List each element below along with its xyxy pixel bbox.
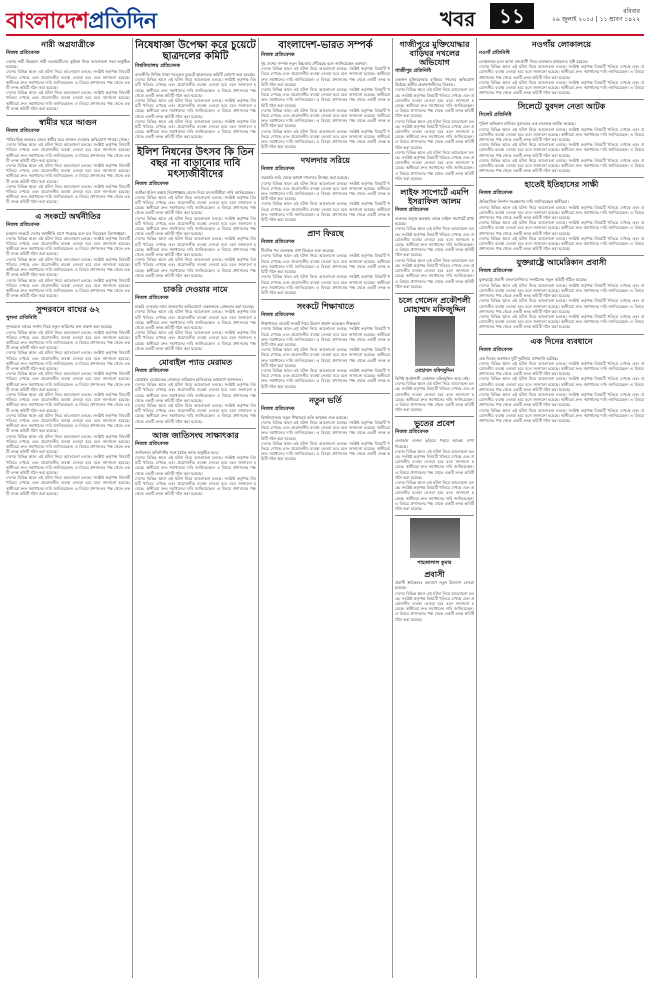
body-text: দেশের বিভিন্ন স্থানে এই ঘটনা নিয়ে আলোচনা চলছে। সংশ্লিষ্ট কর্তৃপক্ষ বিষয়টি খতিয়ে দেখছে এবং প্রয়োজনীয় ব্যবস্থা নেওয়া হবে বলে জানানো হয়েছে। স্থানীয়রা দ্রুত সমাধানের দাবি জানিয়েছেন। এ বিষয়ে প্রশাসনের পক্ষ থেকে একটি তদন্ত কমিটি গঠন করা হয়েছে।: [261, 128, 390, 150]
body-text: দেশের বিভিন্ন স্থানে এই ঘটনা নিয়ে আলোচনা চলছে। সংশ্লিষ্ট কর্তৃপক্ষ বিষয়টি খতিয়ে দেখছে এবং প্রয়োজনীয় ব্যবস্থা নেওয়া হবে বলে জানানো হয়েছে। স্থানীয়রা দ্রুত সমাধানের দাবি জানিয়েছেন। এ বিষয়ে প্রশাসনের পক্ষ থেকে একটি তদন্ত কমিটি গঠন করা হয়েছে।: [479, 64, 644, 80]
body-text: দেশের বিভিন্ন স্থানে এই ঘটনা নিয়ে আলোচনা চলছে। সংশ্লিষ্ট কর্তৃপক্ষ বিষয়টি খতিয়ে দেখছে এবং প্রয়োজনীয় ব্যবস্থা নেওয়া হবে বলে জানানো হয়েছে। স্থানীয়রা দ্রুত সমাধানের দাবি জানিয়েছেন। এ বিষয়ে প্রশাসনের পক্ষ থেকে একটি তদন্ত কমিটি গঠন করা হয়েছে।: [479, 204, 644, 221]
byline: নিজস্ব প্রতিবেদক: [479, 346, 513, 353]
column-1: [6, 38, 130, 978]
body-text: দেশের বিভিন্ন স্থানে এই ঘটনা নিয়ে আলোচনা চলছে। সংশ্লিষ্ট কর্তৃপক্ষ বিষয়টি খতিয়ে দেখছে এবং প্রয়োজনীয় ব্যবস্থা নেওয়া হবে বলে জানানো হয়েছে। স্থানীয়রা দ্রুত সমাধানের দাবি জানিয়েছেন। এ বিষয়ে প্রশাসনের পক্ষ থেকে একটি তদন্ত কমিটি গঠন করা হয়েছে।: [479, 126, 644, 143]
masthead: [0, 0, 650, 40]
column-divider: [132, 38, 133, 978]
body-text: দেশের বিভিন্ন স্থানে এই ঘটনা নিয়ে আলোচনা চলছে। সংশ্লিষ্ট কর্তৃপক্ষ বিষয়টি খতিয়ে দেখছে এবং প্রয়োজনীয় ব্যবস্থা নেওয়া হবে বলে জানানো হয়েছে। স্থানীয়রা দ্রুত সমাধানের দাবি জানিয়েছেন। এ বিষয়ে প্রশাসনের পক্ষ থেকে একটি তদন্ত কমিটি গঠন করা হয়েছে।: [395, 381, 474, 413]
logo-main-text: বাংলাদেশ: [6, 8, 89, 34]
body-text: দেশের বিভিন্ন স্থানে এই ঘটনা নিয়ে আলোচনা চলছে। সংশ্লিষ্ট কর্তৃপক্ষ বিষয়টি খতিয়ে দেখছে এবং প্রয়োজনীয় ব্যবস্থা নেওয়া হবে বলে জানানো হয়েছে। স্থানীয়রা দ্রুত সমাধানের দাবি জানিয়েছেন। এ বিষয়ে প্রশাসনের পক্ষ থেকে একটি তদন্ত কমিটি গঠন করা হয়েছে।: [135, 215, 256, 237]
lead-text: যুক্তরাষ্ট্রে প্রবাসী বাংলাদেশিদের সংগঠনের নতুন কমিটি গঠিত হয়েছে।: [479, 277, 588, 283]
news-story[interactable]: [135, 40, 256, 140]
byline: নিজস্ব প্রতিবেদক: [261, 312, 295, 319]
body-text: দেশের বিভিন্ন স্থানে এই ঘটনা নিয়ে আলোচনা চলছে। সংশ্লিষ্ট কর্তৃপক্ষ বিষয়টি খতিয়ে দেখছে এবং প্রয়োজনীয় ব্যবস্থা নেওয়া হবে বলে জানানো হয়েছে। স্থানীয়রা দ্রুত সমাধানের দাবি জানিয়েছেন। এ বিষয়ে প্রশাসনের পক্ষ থেকে একটি তদন্ত কমিটি গঠন করা হয়েছে।: [6, 371, 130, 392]
story-separator: [395, 416, 474, 417]
column-3: [261, 38, 390, 978]
lead-text: চাকরি দেওয়ার নামে প্রতারণার অভিযোগে একজনকে গ্রেফতার করা হয়েছে।: [135, 304, 255, 310]
news-story[interactable]: [479, 258, 644, 329]
news-story[interactable]: [135, 431, 256, 497]
body-text: দেশের বিভিন্ন স্থানে এই ঘটনা নিয়ে আলোচনা চলছে। সংশ্লিষ্ট কর্তৃপক্ষ বিষয়টি খতিয়ে দেখছে এবং প্রয়োজনীয় ব্যবস্থা নেওয়া হবে বলে জানানো হয়েছে। স্থানীয়রা দ্রুত সমাধানের দাবি জানিয়েছেন। এ বিষয়ে প্রশাসনের পক্ষ থেকে একটি তদন্ত কমিটি গঠন করা হয়েছে।: [479, 235, 644, 252]
body-text: দেশের বিভিন্ন স্থানে এই ঘটনা নিয়ে আলোচনা চলছে। সংশ্লিষ্ট কর্তৃপক্ষ বিষয়টি খতিয়ে দেখছে এবং প্রয়োজনীয় ব্যবস্থা নেওয়া হবে বলে জানানো হয়েছে। স্থানীয়রা দ্রুত সমাধানের দাবি জানিয়েছেন। এ বিষয়ে প্রশাসনের পক্ষ থেকে একটি তদন্ত কমিটি গঠন করা হয়েছে।: [261, 274, 390, 295]
body-text: দেশের বিভিন্ন স্থানে এই ঘটনা নিয়ে আলোচনা চলছে। সংশ্লিষ্ট কর্তৃপক্ষ বিষয়টি খতিয়ে দেখছে এবং প্রয়োজনীয় ব্যবস্থা নেওয়া হবে বলে জানানো হয়েছে। স্থানীয়রা দ্রুত সমাধানের দাবি জানিয়েছেন। এ বিষয়ে প্রশাসনের পক্ষ থেকে একটি তদন্ত কমিটি গঠন করা হয়েছে।: [479, 220, 644, 236]
story-separator: [261, 393, 390, 394]
body-text: দেশের বিভিন্ন স্থানে এই ঘটনা নিয়ে আলোচনা চলছে। সংশ্লিষ্ট কর্তৃপক্ষ বিষয়টি খতিয়ে দেখছে এবং প্রয়োজনীয় ব্যবস্থা নেওয়া হবে বলে জানানো হয়েছে। স্থানীয়রা দ্রুত সমাধানের দাবি জানিয়েছেন। এ বিষয়ে প্রশাসনের পক্ষ থেকে একটি তদন্ত কমিটি গঠন করা হয়েছে।: [135, 475, 256, 497]
byline: সিলেট প্রতিনিধি: [479, 112, 512, 119]
lead-text: চলমান সংকটে দেশের অর্থনীতি চাপে পড়েছে বলে মত দিয়েছেন বিশেষজ্ঞরা।: [6, 230, 126, 236]
headline[interactable]: যুক্তরাষ্ট্রে আমেরিকান প্রবাসী: [516, 257, 607, 268]
body-text: দেশের বিভিন্ন স্থানে এই ঘটনা নিয়ে আলোচনা চলছে। সংশ্লিষ্ট কর্তৃপক্ষ বিষয়টি খতিয়ে দেখছে এবং প্রয়োজনীয় ব্যবস্থা নেওয়া হবে বলে জানানো হয়েছে। স্থানীয়রা দ্রুত সমাধানের দাবি জানিয়েছেন। এ বিষয়ে প্রশাসনের পক্ষ থেকে একটি তদন্ত কমিটি গঠন করা হয়েছে।: [6, 412, 130, 434]
story-separator: [261, 153, 390, 154]
news-story[interactable]: [261, 229, 390, 295]
body-text: দেশের বিভিন্ন স্থানে এই ঘটনা নিয়ে আলোচনা চলছে। সংশ্লিষ্ট কর্তৃপক্ষ বিষয়টি খতিয়ে দেখছে এবং প্রয়োজনীয় ব্যবস্থা নেওয়া হবে বলে জানানো হয়েছে। স্থানীয়রা দ্রুত সমাধানের দাবি জানিয়েছেন। এ বিষয়ে প্রশাসনের পক্ষ থেকে একটি তদন্ত কমিটি গঠন করা হয়েছে।: [261, 253, 390, 275]
body-text: দেশের বিভিন্ন স্থানে এই ঘটনা নিয়ে আলোচনা চলছে। সংশ্লিষ্ট কর্তৃপক্ষ বিষয়টি খতিয়ে দেখছে এবং প্রয়োজনীয় ব্যবস্থা নেওয়া হবে বলে জানানো হয়েছে। স্থানীয়রা দ্রুত সমাধানের দাবি জানিয়েছেন। এ বিষয়ে প্রশাসনের পক্ষ থেকে একটি তদন্ত কমিটি গঠন করা হয়েছে।: [6, 329, 130, 351]
story-separator: [6, 302, 130, 303]
body-text: দেশের বিভিন্ন স্থানে এই ঘটনা নিয়ে আলোচনা চলছে। সংশ্লিষ্ট কর্তৃপক্ষ বিষয়টি খতিয়ে দেখছে এবং প্রয়োজনীয় ব্যবস্থা নেওয়া হবে বলে জানানো হয়েছে। স্থানীয়রা দ্রুত সমাধানের দাবি জানিয়েছেন। এ বিষয়ে প্রশাসনের পক্ষ থেকে একটি তদন্ত কমিটি গঠন করা হয়েছে।: [395, 149, 474, 181]
date-label: ২৬ জুলাই ২০১৫ | ১১ শ্রাবণ ১৪২২: [552, 16, 640, 23]
lead-text: এলাকায় গুজব ছড়িয়ে পড়ায় আতঙ্ক দেখা দিয়েছে।: [395, 438, 474, 449]
body-text: দেশের বিভিন্ন স্থানে এই ঘটনা নিয়ে আলোচনা চলছে। সংশ্লিষ্ট কর্তৃপক্ষ বিষয়টি খতিয়ে দেখছে এবং প্রয়োজনীয় ব্যবস্থা নেওয়া হবে বলে জানানো হয়েছে। স্থানীয়রা দ্রুত সমাধানের দাবি জানিয়েছেন। এ বিষয়ে প্রশাসনের পক্ষ থেকে একটি তদন্ত কমিটি গঠন করা হয়েছে।: [6, 183, 130, 205]
headline[interactable]: গাজীপুরে মুক্তিযোদ্ধার বাড়িঘর দখলের অভিযোগ: [399, 39, 470, 67]
body-text: দেশের বিভিন্ন স্থানে এই ঘটনা নিয়ে আলোচনা চলছে। সংশ্লিষ্ট কর্তৃপক্ষ বিষয়টি খতিয়ে দেখছে এবং প্রয়োজনীয় ব্যবস্থা নেওয়া হবে বলে জানানো হয়েছে। স্থানীয়রা দ্রুত সমাধানের দাবি জানিয়েছেন। এ বিষয়ে প্রশাসনের পক্ষ থেকে একটি তদন্ত কমিটি গঠন করা হয়েছে।: [6, 256, 130, 278]
headline[interactable]: নতুন ভর্তি: [309, 394, 342, 405]
story-separator: [261, 226, 390, 227]
byline: নিজস্ব প্রতিবেদক: [135, 440, 169, 447]
byline: নিজস্ব প্রতিবেদক: [6, 221, 40, 228]
body-text: দেশের বিভিন্ন স্থানে এই ঘটনা নিয়ে আলোচনা চলছে। সংশ্লিষ্ট কর্তৃপক্ষ বিষয়টি খতিয়ে দেখছে এবং প্রয়োজনীয় ব্যবস্থা নেওয়া হবে বলে জানানো হয়েছে। স্থানীয়রা দ্রুত সমাধানের দাবি জানিয়েছেন। এ বিষয়ে প্রশাসনের পক্ষ থেকে একটি তদন্ত কমিটি গঠন করা হয়েছে।: [135, 236, 256, 258]
headline[interactable]: নারী অগ্রযাত্রীকে: [41, 39, 95, 49]
body-text: দেশের বিভিন্ন স্থানে এই ঘটনা নিয়ে আলোচনা চলছে। সংশ্লিষ্ট কর্তৃপক্ষ বিষয়টি খতিয়ে দেখছে এবং প্রয়োজনীয় ব্যবস্থা নেওয়া হবে বলে জানানো হয়েছে। স্থানীয়রা দ্রুত সমাধানের দাবি জানিয়েছেন। এ বিষয়ে প্রশাসনের পক্ষ থেকে একটি তদন্ত কমিটি গঠন করা হয়েছে।: [135, 257, 256, 278]
body-text: দেশের বিভিন্ন স্থানে এই ঘটনা নিয়ে আলোচনা চলছে। সংশ্লিষ্ট কর্তৃপক্ষ বিষয়টি খতিয়ে দেখছে এবং প্রয়োজনীয় ব্যবস্থা নেওয়া হবে বলে জানানো হয়েছে। স্থানীয়রা দ্রুত সমাধানের দাবি জানিয়েছেন। এ বিষয়ে প্রশাসনের পক্ষ থেকে একটি তদন্ত কমিটি গঠন করা হয়েছে।: [6, 163, 130, 184]
headline[interactable]: প্রবাসী: [424, 569, 445, 580]
news-story[interactable]: [395, 188, 474, 289]
column-4: [395, 38, 474, 978]
body-text: দেশের বিভিন্ন স্থানে এই ঘটনা নিয়ে আলোচনা চলছে। সংশ্লিষ্ট কর্তৃপক্ষ বিষয়টি খতিয়ে দেখছে এবং প্রয়োজনীয় ব্যবস্থা নেওয়া হবে বলে জানানো হয়েছে। স্থানীয়রা দ্রুত সমাধানের দাবি জানিয়েছেন। এ বিষয়ে প্রশাসনের পক্ষ থেকে একটি তদন্ত কমিটি গঠন করা হয়েছে।: [6, 350, 130, 371]
story-separator: [135, 144, 256, 145]
byline: নিজস্ব প্রতিবেদক: [135, 180, 169, 187]
lead-text: সরকারি জমি থেকে অবৈধ দখলদার উচ্ছেদ করা হয়েছে।: [261, 175, 349, 181]
news-story[interactable]: [135, 285, 256, 351]
headline[interactable]: প্রাণ ফিরছে: [307, 228, 344, 239]
news-story[interactable]: [6, 305, 130, 496]
byline: নিজস্ব প্রতিবেদক: [6, 128, 40, 135]
news-story[interactable]: [479, 40, 644, 95]
headline[interactable]: সুন্দরবনে বাঘের ৬২: [36, 304, 100, 315]
story-separator: [395, 293, 474, 294]
news-story[interactable]: [261, 156, 390, 222]
body-text: দেশের বিভিন্ন স্থানে এই ঘটনা নিয়ে আলোচনা চলছে। সংশ্লিষ্ট কর্তৃপক্ষ বিষয়টি খতিয়ে দেখছে এবং প্রয়োজনীয় ব্যবস্থা নেওয়া হবে বলে জানানো হয়েছে। স্থানীয়রা দ্রুত সমাধানের দাবি জানিয়েছেন। এ বিষয়ে প্রশাসনের পক্ষ থেকে একটি তদন্ত কমিটি গঠন করা হয়েছে।: [6, 235, 130, 257]
headline[interactable]: হাতেই ইতিহাসের সাক্ষী: [524, 179, 599, 190]
byline: নিজস্ব প্রতিবেদক: [135, 295, 169, 302]
news-story[interactable]: [261, 40, 390, 149]
body-text: দেশের বিভিন্ন স্থানে এই ঘটনা নিয়ে আলোচনা চলছে। সংশ্লিষ্ট কর্তৃপক্ষ বিষয়টি খতিয়ে দেখছে এবং প্রয়োজনীয় ব্যবস্থা নেওয়া হবে বলে জানানো হয়েছে। স্থানীয়রা দ্রুত সমাধানের দাবি জানিয়েছেন। এ বিষয়ে প্রশাসনের পক্ষ থেকে একটি তদন্ত কমিটি গঠন করা হয়েছে।: [479, 376, 644, 392]
body-text: দেশের বিভিন্ন স্থানে এই ঘটনা নিয়ে আলোচনা চলছে। সংশ্লিষ্ট কর্তৃপক্ষ বিষয়টি খতিয়ে দেখছে এবং প্রয়োজনীয় ব্যবস্থা নেওয়া হবে বলে জানানো হয়েছে। স্থানীয়রা দ্রুত সমাধানের দাবি জানিয়েছেন। এ বিষয়ে প্রশাসনের পক্ষ থেকে একটি তদন্ত কমিটি গঠন করা হয়েছে।: [479, 298, 644, 314]
portrait-photo: [410, 518, 460, 558]
masthead-rule: [6, 34, 644, 36]
news-story[interactable]: [261, 302, 390, 389]
byline: নিজস্ব প্রতিবেদক: [395, 429, 429, 436]
lead-text: শিক্ষাখাতে বাজেট সংকট নিয়ে উদ্বেগ প্রকাশ করেছেন শিক্ষকরা।: [261, 321, 361, 327]
body-text: দেশের বিভিন্ন স্থানে এই ঘটনা নিয়ে আলোচনা চলছে। সংশ্লিষ্ট কর্তৃপক্ষ বিষয়টি খতিয়ে দেখছে এবং প্রয়োজনীয় ব্যবস্থা নেওয়া হবে বলে জানানো হয়েছে। স্থানীয়রা দ্রুত সমাধানের দাবি জানিয়েছেন। এ বিষয়ে প্রশাসনের পক্ষ থেকে একটি তদন্ত কমিটি গঠন করা হয়েছে।: [261, 440, 390, 462]
news-story[interactable]: [395, 296, 474, 412]
body-text: দেশের বিভিন্ন স্থানে এই ঘটনা নিয়ে আলোচনা চলছে। সংশ্লিষ্ট কর্তৃপক্ষ বিষয়টি খতিয়ে দেখছে এবং প্রয়োজনীয় ব্যবস্থা নেওয়া হবে বলে জানানো হয়েছে। স্থানীয়রা দ্রুত সমাধানের দাবি জানিয়েছেন। এ বিষয়ে প্রশাসনের পক্ষ থেকে একটি তদন্ত কমিটি গঠন করা হয়েছে।: [6, 475, 130, 496]
body-text: দেশের বিভিন্ন স্থানে এই ঘটনা নিয়ে আলোচনা চলছে। সংশ্লিষ্ট কর্তৃপক্ষ বিষয়টি খতিয়ে দেখছে এবং প্রয়োজনীয় ব্যবস্থা নেওয়া হবে বলে জানানো হয়েছে। স্থানীয়রা দ্রুত সমাধানের দাবি জানিয়েছেন। এ বিষয়ে প্রশাসনের পক্ষ থেকে একটি তদন্ত কমিটি গঠন করা হয়েছে।: [395, 590, 474, 622]
body-text: দেশের বিভিন্ন স্থানে এই ঘটনা নিয়ে আলোচনা চলছে। সংশ্লিষ্ট কর্তৃপক্ষ বিষয়টি খতিয়ে দেখছে এবং প্রয়োজনীয় ব্যবস্থা নেওয়া হবে বলে জানানো হয়েছে। স্থানীয়রা দ্রুত সমাধানের দাবি জানিয়েছেন। এ বিষয়ে প্রশাসনের পক্ষ থেকে একটি তদন্ত কমিটি গঠন করা হয়েছে।: [135, 402, 256, 424]
headline[interactable]: বাংলাদেশ-ভারত সম্পর্ক: [278, 40, 373, 51]
body-text: দেশের বিভিন্ন স্থানে এই ঘটনা নিয়ে আলোচনা চলছে। সংশ্লিষ্ট কর্তৃপক্ষ বিষয়টি খতিয়ে দেখছে এবং প্রয়োজনীয় ব্যবস্থা নেওয়া হবে বলে জানানো হয়েছে। স্থানীয়রা দ্রুত সমাধানের দাবি জানিয়েছেন। এ বিষয়ে প্রশাসনের পক্ষ থেকে একটি তদন্ত কমিটি গঠন করা হয়েছে।: [135, 382, 256, 403]
body-text: দেশের বিভিন্ন স্থানে এই ঘটনা নিয়ে আলোচনা চলছে। সংশ্লিষ্ট কর্তৃপক্ষ বিষয়টি খতিয়ে দেখছে এবং প্রয়োজনীয় ব্যবস্থা নেওয়া হবে বলে জানানো হয়েছে। স্থানীয়রা দ্রুত সমাধানের দাবি জানিয়েছেন। এ বিষয়ে প্রশাসনের পক্ষ থেকে একটি তদন্ত কমিটি গঠন করা হয়েছে।: [6, 277, 130, 299]
column-divider: [476, 38, 477, 978]
lead-text: প্রবাসী শ্রমিকদের কল্যাণে নতুন উদ্যোগ নেওয়া হয়েছে।: [395, 580, 474, 591]
news-story[interactable]: [261, 396, 390, 462]
story-separator: [479, 334, 644, 335]
byline: নিজস্ব প্রতিবেদক: [395, 207, 429, 214]
headline[interactable]: নওগাঁয় লোকালয়ে: [531, 39, 592, 49]
body-text: দেশের বিভিন্ন স্থানে এই ঘটনা নিয়ে আলোচনা চলছে। সংশ্লিষ্ট কর্তৃপক্ষ বিষয়টি খতিয়ে দেখছে এবং প্রয়োজনীয় ব্যবস্থা নেওয়া হবে বলে জানানো হয়েছে। স্থানীয়রা দ্রুত সমাধানের দাবি জানিয়েছেন। এ বিষয়ে প্রশাসনের পক্ষ থেকে একটি তদন্ত কমিটি গঠন করা হয়েছে।: [135, 118, 256, 140]
lead-text: দেশের নারী উন্নয়নে নারী অগ্রযাত্রীদের ভূমিকা নিয়ে আলোচনা সভা অনুষ্ঠিত হয়েছে।: [6, 59, 130, 70]
story-separator: [135, 428, 256, 429]
byline: নিজস্ব প্রতিবেদক: [6, 50, 40, 56]
photo-caption: শাহজালাল কুমার: [417, 560, 452, 567]
column-2: [135, 38, 256, 978]
body-text: দেশের বিভিন্ন স্থানে এই ঘটনা নিয়ে আলোচনা চলছে। সংশ্লিষ্ট কর্তৃপক্ষ বিষয়টি খতিয়ে দেখছে এবং প্রয়োজনীয় ব্যবস্থা নেওয়া হবে বলে জানানো হয়েছে। স্থানীয়রা দ্রুত সমাধানের দাবি জানিয়েছেন। এ বিষয়ে প্রশাসনের পক্ষ থেকে একটি তদন্ত কমিটি গঠন করা হয়েছে।: [6, 142, 130, 163]
body-text: দেশের বিভিন্ন স্থানে এই ঘটনা নিয়ে আলোচনা চলছে। সংশ্লিষ্ট কর্তৃপক্ষ বিষয়টি খতিয়ে দেখছে এবং প্রয়োজনীয় ব্যবস্থা নেওয়া হবে বলে জানানো হয়েছে। স্থানীয়রা দ্রুত সমাধানের দাবি জানিয়েছেন। এ বিষয়ে প্রশাসনের পক্ষ থেকে একটি তদন্ত কমিটি গঠন করা হয়েছে।: [135, 77, 256, 98]
headline[interactable]: স্বামীর ঘরে আগুন: [39, 117, 97, 128]
body-text: দেশের বিভিন্ন স্থানে এই ঘটনা নিয়ে আলোচনা চলছে। সংশ্লিষ্ট কর্তৃপক্ষ বিষয়টি খতিয়ে দেখছে এবং প্রয়োজনীয় ব্যবস্থা নেওয়া হবে বলে জানানো হয়েছে। স্থানীয়রা দ্রুত সমাধানের দাবি জানিয়েছেন। এ বিষয়ে প্রশাসনের পক্ষ থেকে একটি তদন্ত কমিটি গঠন করা হয়েছে।: [135, 194, 256, 216]
body-text: দেশের বিভিন্ন স্থানে এই ঘটনা নিয়ে আলোচনা চলছে। সংশ্লিষ্ট কর্তৃপক্ষ বিষয়টি খতিয়ে দেখছে এবং প্রয়োজনীয় ব্যবস্থা নেওয়া হবে বলে জানানো হয়েছে। স্থানীয়রা দ্রুত সমাধানের দাবি জানিয়েছেন। এ বিষয়ে প্রশাসনের পক্ষ থেকে একটি তদন্ত কমিটি গঠন করা হয়েছে।: [395, 479, 474, 511]
body-text: দেশের বিভিন্ন স্থানে এই ঘটনা নিয়ে আলোচনা চলছে। সংশ্লিষ্ট কর্তৃপক্ষ বিষয়টি খতিয়ে দেখছে এবং প্রয়োজনীয় ব্যবস্থা নেওয়া হবে বলে জানানো হয়েছে। স্থানীয়রা দ্রুত সমাধানের দাবি জানিয়েছেন। এ বিষয়ে প্রশাসনের পক্ষ থেকে একটি তদন্ত কমিটি গঠন করা হয়েছে।: [6, 69, 130, 91]
portrait-photo: [415, 316, 455, 366]
lead-text: লোকালয়ে চলে আসা বন্যপ্রাণী নিয়ে এলাকায় চাঞ্চল্যের সৃষ্টি হয়েছে।: [479, 59, 589, 64]
story-separator: [6, 115, 130, 116]
story-separator: [395, 515, 474, 516]
lead-text: এক দিনের ব্যবধানে দুটি দুর্ঘটনায় প্রাণহানি ঘটেছে।: [479, 355, 559, 361]
body-text: দেশের বিভিন্ন স্থানে এই ঘটনা নিয়ে আলোচনা চলছে। সংশ্লিষ্ট কর্তৃপক্ষ বিষয়টি খতিয়ে দেখছে এবং প্রয়োজনীয় ব্যবস্থা নেওয়া হবে বলে জানানো হয়েছে। স্থানীয়রা দ্রুত সমাধানের দাবি জানিয়েছেন। এ বিষয়ে প্রশাসনের পক্ষ থেকে একটি তদন্ত কমিটি গঠন করা হয়েছে।: [6, 391, 130, 413]
headline[interactable]: নিষেধাজ্ঞা উপেক্ষা করে চুয়েটে ছাত্রদলের কমিটি: [135, 40, 256, 62]
body-text: দেশের বিভিন্ন স্থানে এই ঘটনা নিয়ে আলোচনা চলছে। সংশ্লিষ্ট কর্তৃপক্ষ বিষয়টি খতিয়ে দেখছে এবং প্রয়োজনীয় ব্যবস্থা নেওয়া হবে বলে জানানো হয়েছে। স্থানীয়রা দ্রুত সমাধানের দাবি জানিয়েছেন। এ বিষয়ে প্রশাসনের পক্ষ থেকে একটি তদন্ত কমিটি গঠন করা হয়েছে।: [479, 79, 644, 96]
lead-text: জাটকা ইলিশ রক্ষায় নিষেধাজ্ঞার মেয়াদ নিয়ে মৎস্যজীবীরা দাবি জানিয়েছেন।: [135, 189, 255, 195]
headline[interactable]: লাইফ সাপোর্টে এমপি ইসরাফিল আলম: [400, 187, 469, 207]
byline: নিজস্ব প্রতিবেদক: [261, 52, 295, 58]
day-label: রবিবার: [623, 8, 640, 15]
headline[interactable]: চাকরি দেওয়ার নামে: [163, 284, 228, 295]
news-story[interactable]: [395, 518, 474, 622]
section-title: খবর: [440, 7, 476, 31]
headline[interactable]: ইলিশ নিধনের উৎসব কি তিন বছর না বাড়ানোর দাবি মৎস্যজীবীদের: [137, 146, 254, 180]
body-text: দেশের বিভিন্ন স্থানে এই ঘটনা নিয়ে আলোচনা চলছে। সংশ্লিষ্ট কর্তৃপক্ষ বিষয়টি খতিয়ে দেখছে এবং প্রয়োজনীয় ব্যবস্থা নেওয়া হবে বলে জানানো হয়েছে। স্থানীয়রা দ্রুত সমাধানের দাবি জানিয়েছেন। এ বিষয়ে প্রশাসনের পক্ষ থেকে একটি তদন্ত কমিটি গঠন করা হয়েছে।: [261, 347, 390, 368]
page-number-badge: ১১: [490, 3, 534, 29]
body-text: দেশের বিভিন্ন স্থানে এই ঘটনা নিয়ে আলোচনা চলছে। সংশ্লিষ্ট কর্তৃপক্ষ বিষয়টি খতিয়ে দেখছে এবং প্রয়োজনীয় ব্যবস্থা নেওয়া হবে বলে জানানো হয়েছে। স্থানীয়রা দ্রুত সমাধানের দাবি জানিয়েছেন। এ বিষয়ে প্রশাসনের পক্ষ থেকে একটি তদন্ত কমিটি গঠন করা হয়েছে।: [479, 313, 644, 330]
lead-text: জাতিসংঘ প্রতিনিধির সঙ্গে বৈঠক আজ অনুষ্ঠিত হবে।: [135, 449, 219, 455]
news-story[interactable]: [479, 337, 644, 424]
headline[interactable]: সিলেটে যুবদল নেতা আটক: [517, 101, 606, 112]
body-text: দেশের বিভিন্ন স্থানে এই ঘটনা নিয়ে আলোচনা চলছে। সংশ্লিষ্ট কর্তৃপক্ষ বিষয়টি খতিয়ে দেখছে এবং প্রয়োজনীয় ব্যবস্থা নেওয়া হবে বলে জানানো হয়েছে। স্থানীয়রা দ্রুত সমাধানের দাবি জানিয়েছেন। এ বিষয়ে প্রশাসনের পক্ষ থেকে একটি তদন্ত কমিটি গঠন করা হয়েছে।: [479, 142, 644, 158]
story-separator: [135, 282, 256, 283]
headline[interactable]: চলে গেলেন প্রকৌশলী মোহাম্মদ মফিজুদ্দিন: [398, 294, 471, 314]
news-story[interactable]: [479, 102, 644, 173]
body-text: দেশের বিভিন্ন স্থানে এই ঘটনা নিয়ে আলোচনা চলছে। সংশ্লিষ্ট কর্তৃপক্ষ বিষয়টি খতিয়ে দেখছে এবং প্রয়োজনীয় ব্যবস্থা নেওয়া হবে বলে জানানো হয়েছে। স্থানীয়রা দ্রুত সমাধানের দাবি জানিয়েছেন। এ বিষয়ে প্রশাসনের পক্ষ থেকে একটি তদন্ত কমিটি গঠন করা হয়েছে।: [135, 98, 256, 119]
body-text: দেশের বিভিন্ন স্থানে এই ঘটনা নিয়ে আলোচনা চলছে। সংশ্লিষ্ট কর্তৃপক্ষ বিষয়টি খতিয়ে দেখছে এবং প্রয়োজনীয় ব্যবস্থা নেওয়া হবে বলে জানানো হয়েছে। স্থানীয়রা দ্রুত সমাধানের দাবি জানিয়েছেন। এ বিষয়ে প্রশাসনের পক্ষ থেকে একটি তদন্ত কমিটি গঠন করা হয়েছে।: [479, 282, 644, 299]
story-separator: [395, 185, 474, 186]
body-text: দেশের বিভিন্ন স্থানে এই ঘটনা নিয়ে আলোচনা চলছে। সংশ্লিষ্ট কর্তৃপক্ষ বিষয়টি খতিয়ে দেখছে এবং প্রয়োজনীয় ব্যবস্থা নেওয়া হবে বলে জানানো হয়েছে। স্থানীয়রা দ্রুত সমাধানের দাবি জানিয়েছেন। এ বিষয়ে প্রশাসনের পক্ষ থেকে একটি তদন্ত কমিটি গঠন করা হয়েছে।: [135, 330, 256, 351]
byline: নিজস্ব প্রতিবেদক: [261, 405, 295, 412]
byline: নিজস্ব প্রতিবেদক: [261, 166, 295, 173]
news-story[interactable]: [135, 358, 256, 424]
lead-text: পুলিশ অভিযান চালিয়ে যুবদলের এক নেতাকে আটক করেছে।: [479, 121, 576, 127]
byline: গাজীপুর প্রতিনিধি: [395, 68, 432, 74]
body-text: দেশের বিভিন্ন স্থানে এই ঘটনা নিয়ে আলোচনা চলছে। সংশ্লিষ্ট কর্তৃপক্ষ বিষয়টি খতিয়ে দেখছে এবং প্রয়োজনীয় ব্যবস্থা নেওয়া হবে বলে জানানো হয়েছে। স্থানীয়রা দ্রুত সমাধানের দাবি জানিয়েছেন। এ বিষয়ে প্রশাসনের পক্ষ থেকে একটি তদন্ত কমিটি গঠন করা হয়েছে।: [261, 180, 390, 202]
body-text: দেশের বিভিন্ন স্থানে এই ঘটনা নিয়ে আলোচনা চলছে। সংশ্লিষ্ট কর্তৃপক্ষ বিষয়টি খতিয়ে দেখছে এবং প্রয়োজনীয় ব্যবস্থা নেওয়া হবে বলে জানানো হয়েছে। স্থানীয়রা দ্রুত সমাধানের দাবি জানিয়েছেন। এ বিষয়ে প্রশাসনের পক্ষ থেকে একটি তদন্ত কমিটি গঠন করা হয়েছে।: [261, 367, 390, 389]
news-story[interactable]: [6, 40, 130, 111]
headline[interactable]: সংকটে শিক্ষাখাতে: [296, 301, 355, 312]
lead-text: একজন মুক্তিযোদ্ধার বাড়িঘর দখলের অভিযোগ উঠেছে স্থানীয় প্রভাবশালীদের বিরুদ্ধে।: [395, 77, 474, 88]
logo-accent-text: প্রতিদিন: [88, 8, 157, 34]
byline: নিজস্ব প্রতিবেদক: [479, 190, 513, 197]
byline: নওগাঁ প্রতিনিধি: [479, 50, 510, 56]
lead-text: বিশ্ববিদ্যালয়ে নতুন শিক্ষাবর্ষে ভর্তি কার্যক্রম শুরু হয়েছে।: [261, 414, 348, 420]
body-text: দেশের বিভিন্ন স্থানে এই ঘটনা নিয়ে আলোচনা চলছে। সংশ্লিষ্ট কর্তৃপক্ষ বিষয়টি খতিয়ে দেখছে এবং প্রয়োজনীয় ব্যবস্থা নেওয়া হবে বলে জানানো হয়েছে। স্থানীয়রা দ্রুত সমাধানের দাবি জানিয়েছেন। এ বিষয়ে প্রশাসনের পক্ষ থেকে একটি তদন্ত কমিটি গঠন করা হয়েছে।: [261, 107, 390, 129]
lead-text: সুন্দরবনে বাঘের সংখ্যা নিয়ে নতুন জরিপের ফল প্রকাশ করা হয়েছে।: [6, 324, 113, 330]
body-text: দেশের বিভিন্ন স্থানে এই ঘটনা নিয়ে আলোচনা চলছে। সংশ্লিষ্ট কর্তৃপক্ষ বিষয়টি খতিয়ে দেখছে এবং প্রয়োজনীয় ব্যবস্থা নেওয়া হবে বলে জানানো হয়েছে। স্থানীয়রা দ্রুত সমাধানের দাবি জানিয়েছেন। এ বিষয়ে প্রশাসনের পক্ষ থেকে একটি তদন্ত কমিটি গঠন করা হয়েছে।: [135, 454, 256, 476]
body-text: দেশের বিভিন্ন স্থানে এই ঘটনা নিয়ে আলোচনা চলছে। সংশ্লিষ্ট কর্তৃপক্ষ বিষয়টি খতিয়ে দেখছে এবং প্রয়োজনীয় ব্যবস্থা নেওয়া হবে বলে জানানো হয়েছে। স্থানীয়রা দ্রুত সমাধানের দাবি জানিয়েছেন। এ বিষয়ে প্রশাসনের পক্ষ থেকে একটি তদন্ত কমিটি গঠন করা হয়েছে।: [261, 201, 390, 223]
body-text: দেশের বিভিন্ন স্থানে এই ঘটনা নিয়ে আলোচনা চলছে। সংশ্লিষ্ট কর্তৃপক্ষ বিষয়টি খতিয়ে দেখছে এবং প্রয়োজনীয় ব্যবস্থা নেওয়া হবে বলে জানানো হয়েছে। স্থানীয়রা দ্রুত সমাধানের দাবি জানিয়েছেন। এ বিষয়ে প্রশাসনের পক্ষ থেকে একটি তদন্ত কমিটি গঠন করা হয়েছে।: [479, 391, 644, 408]
news-story[interactable]: [479, 180, 644, 251]
body-text: দেশের বিভিন্ন স্থানে এই ঘটনা নিয়ে আলোচনা চলছে। সংশ্লিষ্ট কর্তৃপক্ষ বিষয়টি খতিয়ে দেখছে এবং প্রয়োজনীয় ব্যবস্থা নেওয়া হবে বলে জানানো হয়েছে। স্থানীয়রা দ্রুত সমাধানের দাবি জানিয়েছেন। এ বিষয়ে প্রশাসনের পক্ষ থেকে একটি তদন্ত কমিটি গঠন করা হয়েছে।: [395, 448, 474, 480]
body-text: দেশের বিভিন্ন স্থানে এই ঘটনা নিয়ে আলোচনা চলছে। সংশ্লিষ্ট কর্তৃপক্ষ বিষয়টি খতিয়ে দেখছে এবং প্রয়োজনীয় ব্যবস্থা নেওয়া হবে বলে জানানো হয়েছে। স্থানীয়রা দ্রুত সমাধানের দাবি জানিয়েছেন। এ বিষয়ে প্রশাসনের পক্ষ থেকে একটি তদন্ত কমিটি গঠন করা হয়েছে।: [395, 118, 474, 150]
lead-text: গুরুতর অসুস্থ অবস্থায় তাকে লাইফ সাপোর্টে রাখা হয়েছে।: [395, 216, 474, 227]
news-story[interactable]: [395, 419, 474, 511]
lead-text: ঐতিহাসিক নিদর্শন সংরক্ষণের দাবি জানিয়েছেন স্থানীয়রা।: [479, 199, 569, 205]
news-story[interactable]: [6, 212, 130, 299]
body-text: দেশের বিভিন্ন স্থানে এই ঘটনা নিয়ে আলোচনা চলছে। সংশ্লিষ্ট কর্তৃপক্ষ বিষয়টি খতিয়ে দেখছে এবং প্রয়োজনীয় ব্যবস্থা নেওয়া হবে বলে জানানো হয়েছে। স্থানীয়রা দ্রুত সমাধানের দাবি জানিয়েছেন। এ বিষয়ে প্রশাসনের পক্ষ থেকে একটি তদন্ত কমিটি গঠন করা হয়েছে।: [479, 407, 644, 423]
headline[interactable]: ভুতের প্রবেশ: [414, 418, 455, 429]
photo-caption: মোহাম্মদ মফিজুদ্দিন: [415, 367, 454, 374]
lead-text: মোবাইল মেরামতের দোকানে অভিযান চালিয়েছে ভ্রাম্যমাণ আদালত।: [135, 376, 243, 382]
byline: নিজস্ব প্রতিবেদক: [135, 367, 169, 374]
lead-text: দীর্ঘদিন পর এলাকায় প্রাণ ফিরতে শুরু করেছে।: [261, 248, 335, 254]
body-text: দেশের বিভিন্ন স্থানে এই ঘটনা নিয়ে আলোচনা চলছে। সংশ্লিষ্ট কর্তৃপক্ষ বিষয়টি খতিয়ে দেখছে এবং প্রয়োজনীয় ব্যবস্থা নেওয়া হবে বলে জানানো হয়েছে। স্থানীয়রা দ্রুত সমাধানের দাবি জানিয়েছেন। এ বিষয়ে প্রশাসনের পক্ষ থেকে একটি তদন্ত কমিটি গঠন করা হয়েছে।: [261, 419, 390, 441]
story-separator: [261, 299, 390, 300]
byline: খুলনা প্রতিনিধি: [6, 315, 37, 322]
column-5: [479, 38, 644, 978]
byline: নিজস্ব প্রতিবেদক: [261, 239, 295, 246]
body-text: দেশের বিভিন্ন স্থানে এই ঘটনা নিয়ে আলোচনা চলছে। সংশ্লিষ্ট কর্তৃপক্ষ বিষয়টি খতিয়ে দেখছে এবং প্রয়োজনীয় ব্যবস্থা নেওয়া হবে বলে জানানো হয়েছে। স্থানীয়রা দ্রুত সমাধানের দাবি জানিয়েছেন। এ বিষয়ে প্রশাসনের পক্ষ থেকে একটি তদন্ত কমিটি গঠন করা হয়েছে।: [395, 87, 474, 119]
byline: নিজস্ব প্রতিবেদক: [479, 268, 513, 275]
body-text: দেশের বিভিন্ন স্থানে এই ঘটনা নিয়ে আলোচনা চলছে। সংশ্লিষ্ট কর্তৃপক্ষ বিষয়টি খতিয়ে দেখছে এবং প্রয়োজনীয় ব্যবস্থা নেওয়া হবে বলে জানানো হয়েছে। স্থানীয়রা দ্রুত সমাধানের দাবি জানিয়েছেন। এ বিষয়ে প্রশাসনের পক্ষ থেকে একটি তদন্ত কমিটি গঠন করা হয়েছে।: [261, 87, 390, 108]
column-divider: [258, 38, 259, 978]
news-story[interactable]: [135, 147, 256, 278]
body-text: দেশের বিভিন্ন স্থানে এই ঘটনা নিয়ে আলোচনা চলছে। সংশ্লিষ্ট কর্তৃপক্ষ বিষয়টি খতিয়ে দেখছে এবং প্রয়োজনীয় ব্যবস্থা নেওয়া হবে বলে জানানো হয়েছে। স্থানীয়রা দ্রুত সমাধানের দাবি জানিয়েছেন। এ বিষয়ে প্রশাসনের পক্ষ থেকে একটি তদন্ত কমিটি গঠন করা হয়েছে।: [261, 66, 390, 87]
headline[interactable]: দখলদার সরিয়ে: [300, 155, 351, 166]
body-text: দেশের বিভিন্ন স্থানে এই ঘটনা নিয়ে আলোচনা চলছে। সংশ্লিষ্ট কর্তৃপক্ষ বিষয়টি খতিয়ে দেখছে এবং প্রয়োজনীয় ব্যবস্থা নেওয়া হবে বলে জানানো হয়েছে। স্থানীয়রা দ্রুত সমাধানের দাবি জানিয়েছেন। এ বিষয়ে প্রশাসনের পক্ষ থেকে একটি তদন্ত কমিটি গঠন করা হয়েছে।: [479, 157, 644, 174]
body-text: দেশের বিভিন্ন স্থানে এই ঘটনা নিয়ে আলোচনা চলছে। সংশ্লিষ্ট কর্তৃপক্ষ বিষয়টি খতিয়ে দেখছে এবং প্রয়োজনীয় ব্যবস্থা নেওয়া হবে বলে জানানো হয়েছে। স্থানীয়রা দ্রুত সমাধানের দাবি জানিয়েছেন। এ বিষয়ে প্রশাসনের পক্ষ থেকে একটি তদন্ত কমিটি গঠন করা হয়েছে।: [135, 309, 256, 330]
headline[interactable]: আজ জাতিসংঘ সাক্ষাৎকার: [152, 429, 239, 440]
body-text: দেশের বিভিন্ন স্থানে এই ঘটনা নিয়ে আলোচনা চলছে। সংশ্লিষ্ট কর্তৃপক্ষ বিষয়টি খতিয়ে দেখছে এবং প্রয়োজনীয় ব্যবস্থা নেওয়া হবে বলে জানানো হয়েছে। স্থানীয়রা দ্রুত সমাধানের দাবি জানিয়েছেন। এ বিষয়ে প্রশাসনের পক্ষ থেকে একটি তদন্ত কমিটি গঠন করা হয়েছে।: [6, 454, 130, 475]
news-story[interactable]: [6, 118, 130, 205]
body-text: দেশের বিভিন্ন স্থানে এই ঘটনা নিয়ে আলোচনা চলছে। সংশ্লিষ্ট কর্তৃপক্ষ বিষয়টি খতিয়ে দেখছে এবং প্রয়োজনীয় ব্যবস্থা নেওয়া হবে বলে জানানো হয়েছে। স্থানীয়রা দ্রুত সমাধানের দাবি জানিয়েছেন। এ বিষয়ে প্রশাসনের পক্ষ থেকে একটি তদন্ত কমিটি গঠন করা হয়েছে।: [6, 90, 130, 111]
lead-text: পারিবারিক কলহের জেরে স্বামীর ঘরে আগুন দেওয়ার অভিযোগ পাওয়া গেছে।: [6, 137, 129, 143]
byline: বিশ্ববিদ্যালয় প্রতিবেদক: [135, 63, 181, 69]
body-text: দেশের বিভিন্ন স্থানে এই ঘটনা নিয়ে আলোচনা চলছে। সংশ্লিষ্ট কর্তৃপক্ষ বিষয়টি খতিয়ে দেখছে এবং প্রয়োজনীয় ব্যবস্থা নেওয়া হবে বলে জানানো হয়েছে। স্থানীয়রা দ্রুত সমাধানের দাবি জানিয়েছেন। এ বিষয়ে প্রশাসনের পক্ষ থেকে একটি তদন্ত কমিটি গঠন করা হয়েছে।: [395, 257, 474, 289]
lead-text: দুই দেশের সম্পর্ক নতুন উচ্চতায় পৌঁছেছে বলে জানিয়েছেন বক্তারা।: [261, 61, 368, 66]
column-divider: [392, 38, 393, 978]
story-separator: [6, 209, 130, 210]
body-text: দেশের বিভিন্ন স্থানে এই ঘটনা নিয়ে আলোচনা চলছে। সংশ্লিষ্ট কর্তৃপক্ষ বিষয়টি খতিয়ে দেখছে এবং প্রয়োজনীয় ব্যবস্থা নেওয়া হবে বলে জানানো হয়েছে। স্থানীয়রা দ্রুত সমাধানের দাবি জানিয়েছেন। এ বিষয়ে প্রশাসনের পক্ষ থেকে একটি তদন্ত কমিটি গঠন করা হয়েছে।: [261, 326, 390, 347]
news-story[interactable]: [395, 40, 474, 181]
lead-text: রাজনীতি নিষিদ্ধ থাকা সত্ত্বেও চুয়েটে ছাত্রদলের কমিটি ঘোষণা করা হয়েছে।: [135, 72, 256, 77]
headline[interactable]: এক দিনের ব্যবধানে: [530, 335, 593, 346]
story-separator: [135, 355, 256, 356]
body-text: দেশের বিভিন্ন স্থানে এই ঘটনা নিয়ে আলোচনা চলছে। সংশ্লিষ্ট কর্তৃপক্ষ বিষয়টি খতিয়ে দেখছে এবং প্রয়োজনীয় ব্যবস্থা নেওয়া হবে বলে জানানো হয়েছে। স্থানীয়রা দ্রুত সমাধানের দাবি জানিয়েছেন। এ বিষয়ে প্রশাসনের পক্ষ থেকে একটি তদন্ত কমিটি গঠন করা হয়েছে।: [479, 360, 644, 377]
dateline: [552, 8, 640, 24]
lead-text: বিশিষ্ট প্রকৌশলী মোহাম্মদ মফিজুদ্দিন আর নেই।: [395, 375, 470, 381]
body-text: দেশের বিভিন্ন স্থানে এই ঘটনা নিয়ে আলোচনা চলছে। সংশ্লিষ্ট কর্তৃপক্ষ বিষয়টি খতিয়ে দেখছে এবং প্রয়োজনীয় ব্যবস্থা নেওয়া হবে বলে জানানো হয়েছে। স্থানীয়রা দ্রুত সমাধানের দাবি জানিয়েছেন। এ বিষয়ে প্রশাসনের পক্ষ থেকে একটি তদন্ত কমিটি গঠন করা হয়েছে।: [395, 226, 474, 258]
headline[interactable]: মোবাইল প্যাড মেরামত: [158, 356, 233, 367]
body-text: দেশের বিভিন্ন স্থানে এই ঘটনা নিয়ে আলোচনা চলছে। সংশ্লিষ্ট কর্তৃপক্ষ বিষয়টি খতিয়ে দেখছে এবং প্রয়োজনীয় ব্যবস্থা নেওয়া হবে বলে জানানো হয়েছে। স্থানীয়রা দ্রুত সমাধানের দাবি জানিয়েছেন। এ বিষয়ে প্রশাসনের পক্ষ থেকে একটি তদন্ত কমিটি গঠন করা হয়েছে।: [6, 433, 130, 455]
headline[interactable]: এ সংকটে অর্থনীতির: [35, 210, 101, 221]
